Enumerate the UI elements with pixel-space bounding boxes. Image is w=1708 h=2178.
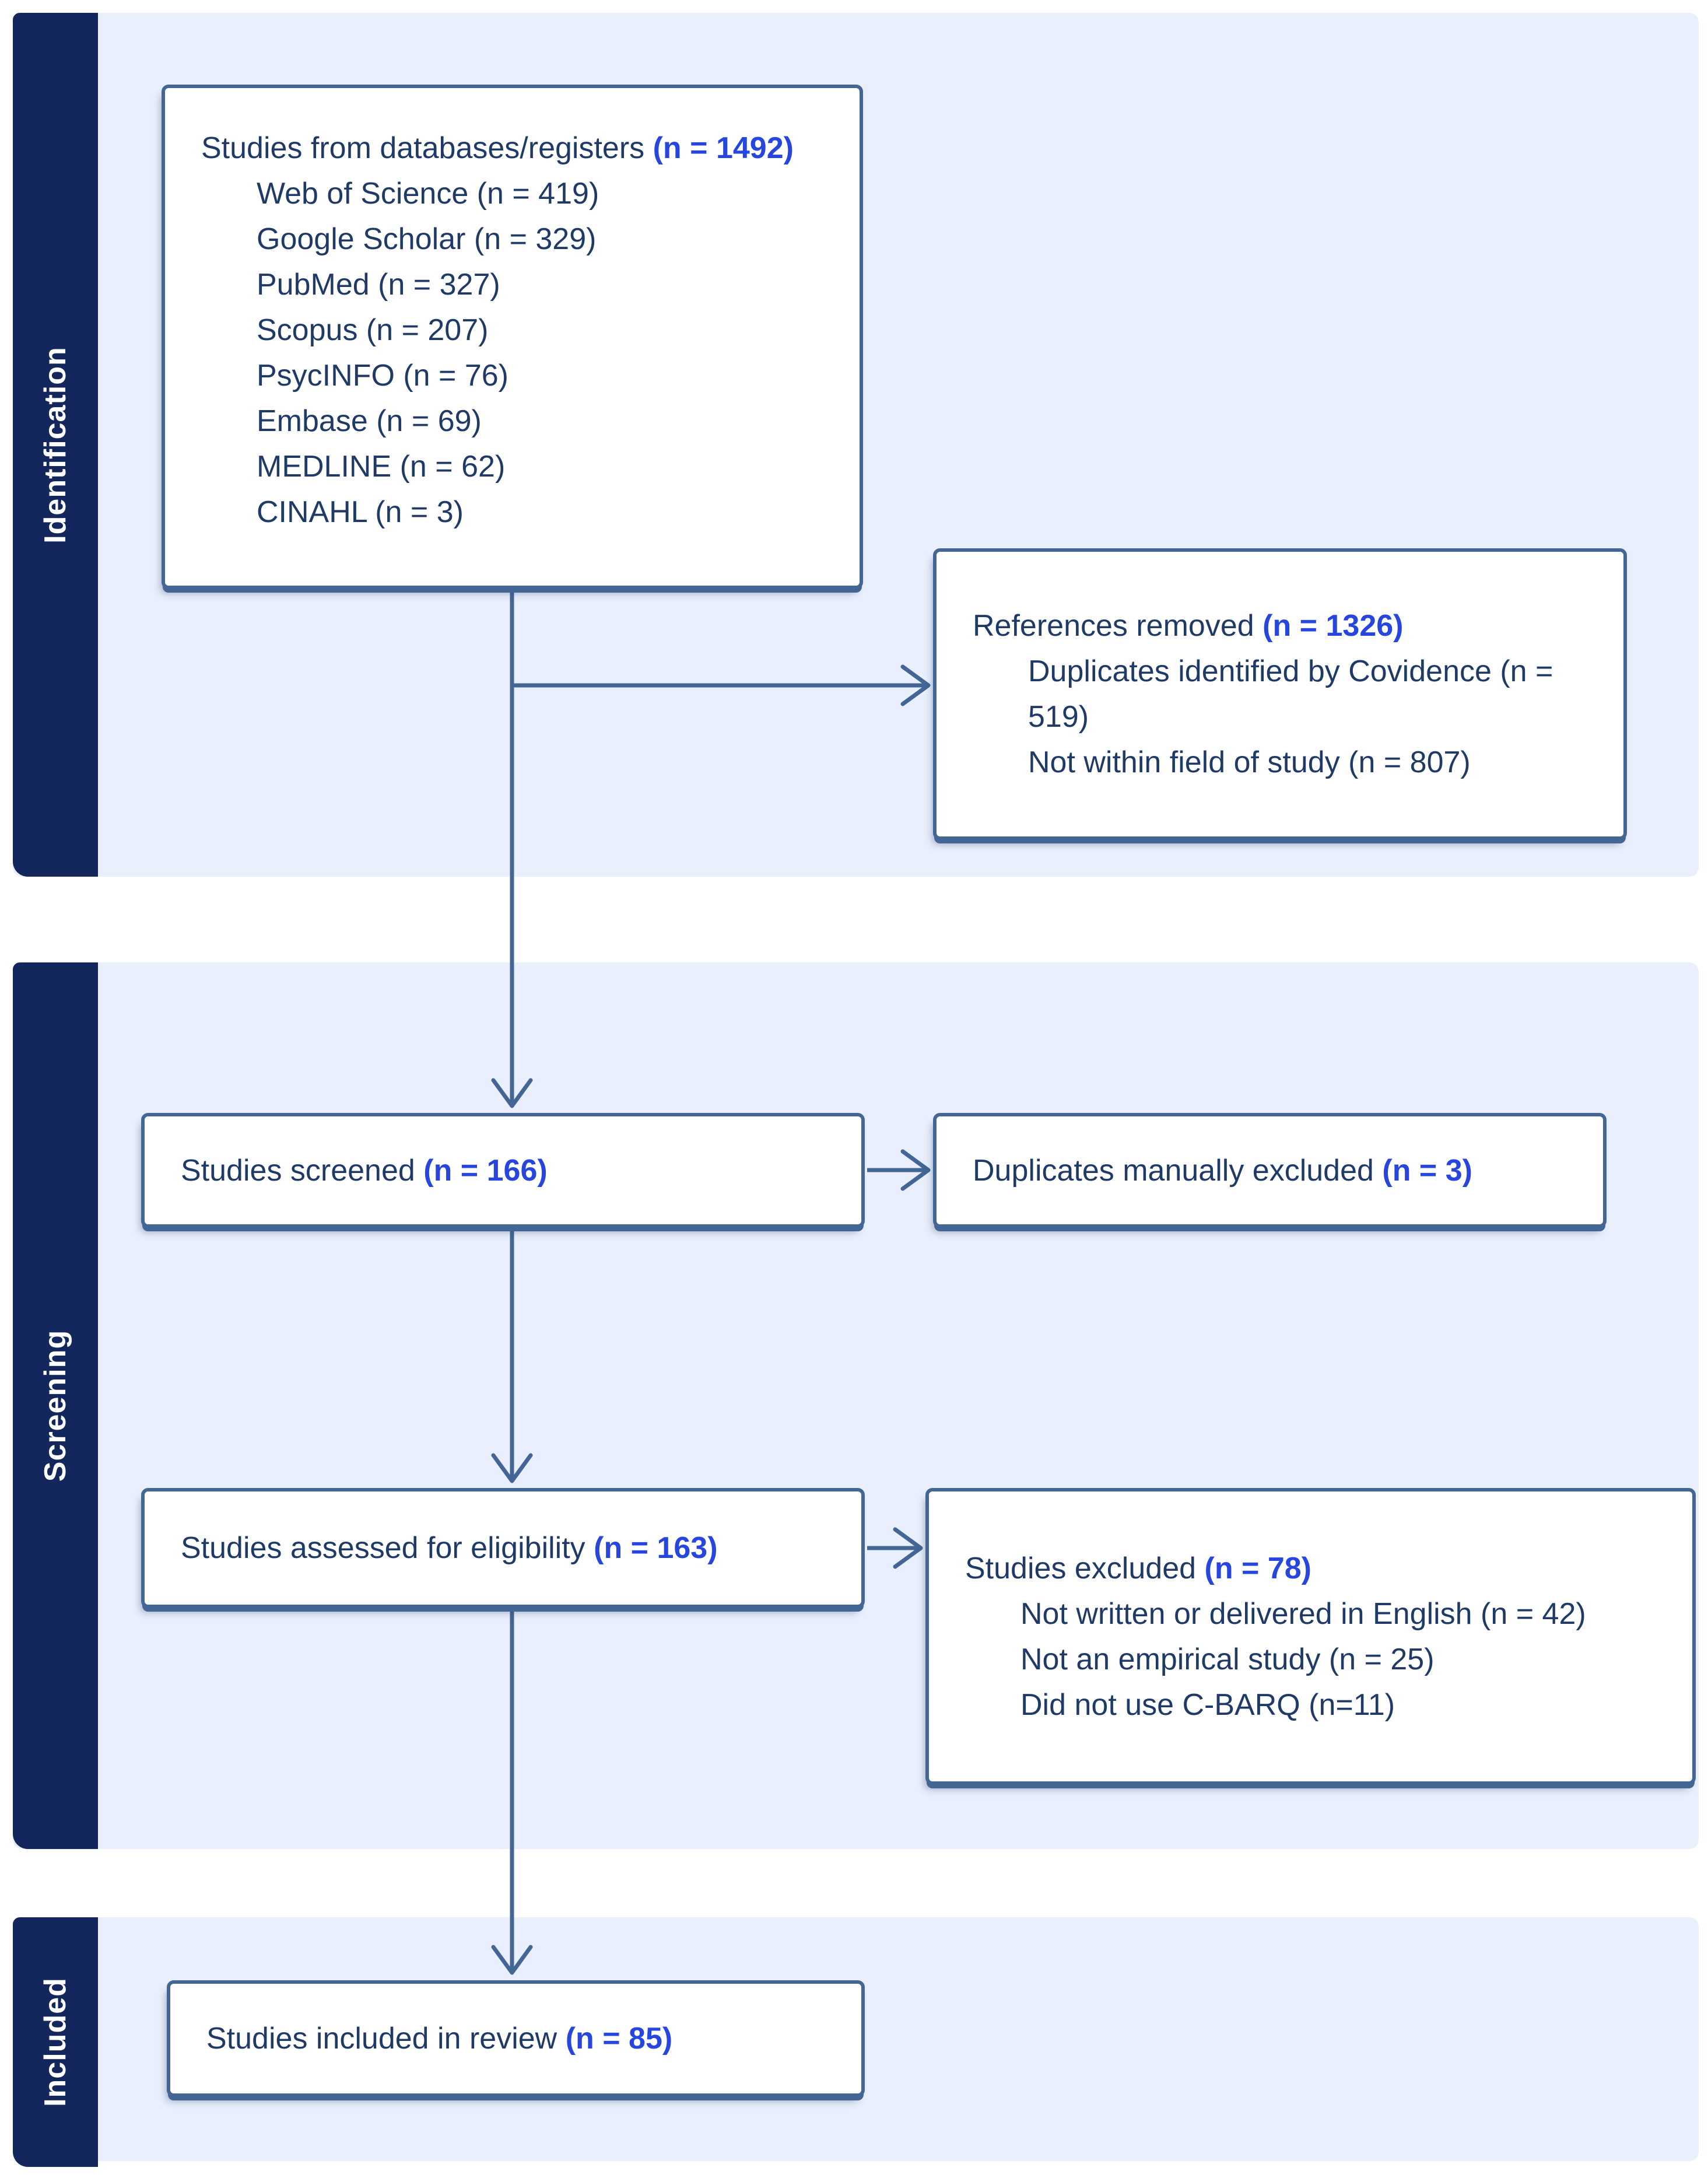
box-studies-included-in-review [167, 1980, 865, 2097]
list-item: PubMed (n = 327) [257, 268, 500, 302]
references-removed-list [937, 649, 1623, 785]
box-label: Duplicates manually excluded [973, 1153, 1374, 1188]
list-item: Not an empirical study (n = 25) [1020, 1642, 1435, 1676]
list-item: CINAHL (n = 3) [257, 495, 464, 529]
box-studies-assessed-for-eligibility [141, 1488, 865, 1608]
box-label: Studies screened [181, 1153, 415, 1188]
box-title [937, 1148, 1603, 1193]
box-title [165, 125, 860, 171]
stage-bar-included [13, 1917, 98, 2167]
list-item: Web of Science (n = 419) [257, 177, 599, 211]
list-item: Embase (n = 69) [257, 404, 482, 438]
box-studies-screened [141, 1113, 865, 1228]
box-count: (n = 78) [1204, 1551, 1311, 1585]
list-item: Google Scholar (n = 329) [257, 222, 597, 256]
list-item: PsycINFO (n = 76) [257, 359, 508, 393]
stage-bar-identification [13, 13, 98, 877]
stage-label-included: Included [38, 1977, 73, 2107]
box-count: (n = 163) [594, 1531, 718, 1565]
list-item: Did not use C-BARQ (n=11) [1020, 1687, 1395, 1722]
box-title [937, 603, 1623, 649]
box-count: (n = 85) [565, 2022, 673, 2056]
box-title [170, 2016, 861, 2061]
list-item: MEDLINE (n = 62) [257, 450, 506, 484]
box-title [145, 1148, 861, 1193]
box-label: Studies from databases/registers [201, 131, 645, 165]
box-count: (n = 3) [1382, 1153, 1472, 1188]
stage-label-screening: Screening [38, 1329, 73, 1482]
box-count: (n = 166) [423, 1153, 548, 1188]
list-item: Not written or delivered in English (n = 42) [1020, 1596, 1586, 1631]
box-count: (n = 1326) [1262, 609, 1404, 643]
exclusion-reason-list [929, 1591, 1692, 1728]
box-count: (n = 1492) [653, 131, 794, 165]
database-source-list [165, 171, 860, 535]
stage-label-identification: Identification [38, 346, 72, 544]
stage-bar-screening [13, 962, 98, 1849]
list-item: Not within field of study (n = 807) [1028, 745, 1471, 779]
list-item: Scopus (n = 207) [257, 313, 489, 347]
box-title [145, 1525, 861, 1571]
box-studies-excluded [925, 1488, 1696, 1785]
list-item: Duplicates identified by Covidence (n = 519) [1028, 654, 1553, 734]
box-studies-from-databases [162, 85, 863, 589]
box-label: References removed [973, 609, 1254, 643]
box-title [929, 1546, 1692, 1591]
box-label: Studies excluded [965, 1551, 1197, 1585]
box-duplicates-manually-excluded [933, 1113, 1607, 1228]
box-label: Studies included in review [206, 2022, 557, 2056]
box-references-removed [933, 548, 1627, 840]
box-label: Studies assessed for eligibility [181, 1531, 585, 1565]
